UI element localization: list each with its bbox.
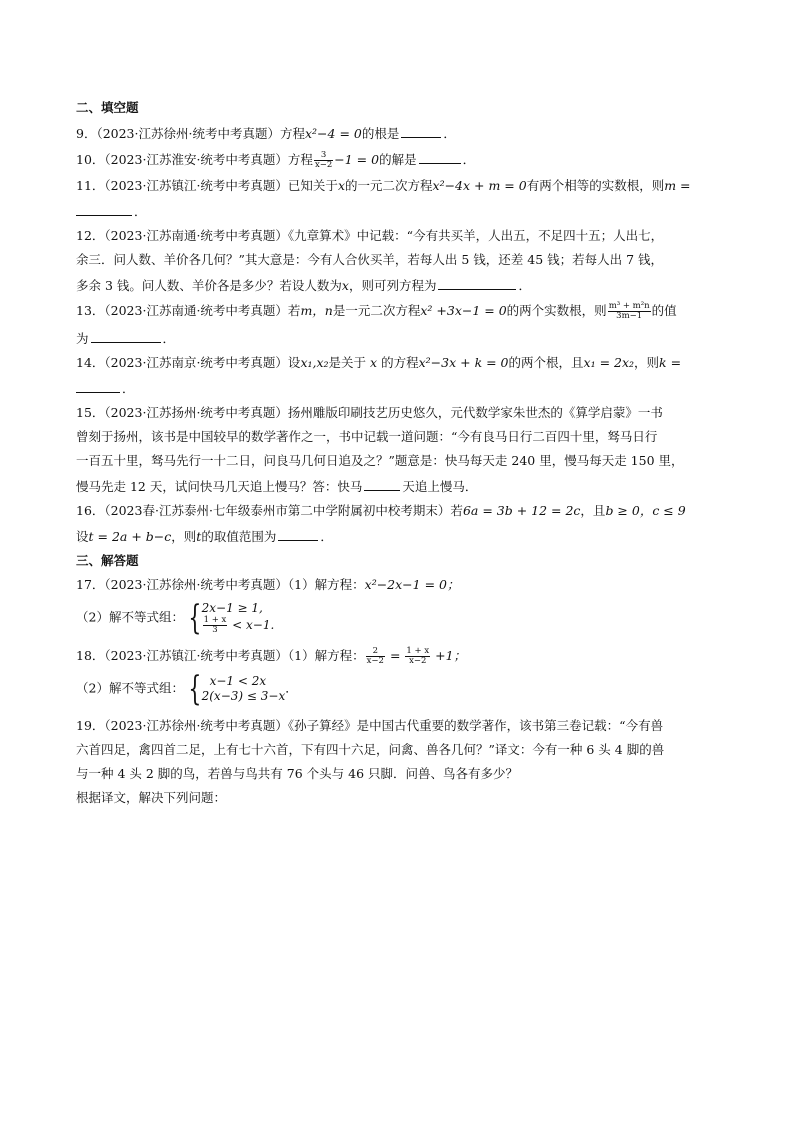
question-text: ． — [285, 680, 298, 696]
question-text: 的解是 — [379, 152, 417, 167]
question-12-line-2: 余三．问人数、羊价各几何？”其大意是：今有人合伙买羊，若每人出 5 钱，还差 45 钱；若每人出 7 钱， — [76, 252, 664, 267]
question-number: 17． — [76, 577, 105, 592]
question-18-part-2 — [76, 669, 718, 709]
question-number: 9． — [76, 126, 97, 141]
denominator: x−2 — [409, 656, 427, 666]
question-source: （2023春·江苏泰州·七年级泰州市第二中学附属初中校考期末） — [104, 503, 451, 518]
question-text: ． — [443, 126, 456, 141]
question-text: ，且 — [580, 503, 606, 518]
numerator: m³ + m²n — [608, 301, 650, 311]
math-expression: k = — [659, 355, 682, 370]
question-number: 18． — [76, 648, 105, 663]
question-number: 10． — [76, 152, 105, 167]
system-row-1 — [202, 601, 275, 616]
question-source: （2023·江苏徐州·统考中考真题） — [104, 577, 288, 592]
question-text: 若 — [287, 303, 301, 318]
question-number: 11． — [76, 178, 105, 193]
question-19 — [76, 718, 718, 734]
question-text: 方程 — [279, 126, 305, 141]
question-text: ． — [162, 331, 176, 346]
question-10 — [76, 150, 718, 170]
variable: x — [341, 278, 349, 293]
brace-glyph: { — [188, 669, 202, 709]
question-source: （2023·江苏淮安·统考中考真题） — [104, 152, 288, 167]
section-title-fill-in: 二、填空题 — [76, 100, 139, 115]
denominator: 3m−1 — [616, 311, 643, 321]
question-source: （2023·江苏徐州·统考中考真题） — [104, 718, 288, 733]
inequality-system — [184, 598, 275, 638]
question-text: 的两个根，且 — [508, 355, 584, 370]
variable: x₁,x₂ — [300, 355, 329, 370]
question-text: 的根是 — [361, 126, 400, 141]
question-text: ． — [134, 204, 147, 219]
question-text: 设 — [76, 529, 89, 544]
question-12 — [76, 228, 718, 244]
answer-blank[interactable] — [438, 276, 516, 290]
question-text: ． — [122, 381, 135, 396]
math-expression: −1 = 0 — [334, 152, 380, 167]
answer-blank[interactable] — [91, 329, 161, 343]
question-15-line-3: 一百五十里，驽马先行一十二日，问良马几何日追及之？”题意是：快马每天走 240 里，慢马每天走 150 里， — [76, 453, 684, 468]
question-17-part-2 — [76, 598, 718, 638]
question-text: 的值 — [651, 303, 677, 318]
fraction — [608, 302, 651, 321]
variable: m，n — [300, 303, 333, 318]
brace-glyph: { — [188, 598, 202, 638]
numerator: 3 — [314, 151, 333, 161]
question-12-line-3 — [76, 276, 718, 294]
question-9 — [76, 124, 718, 142]
question-text: 设 — [287, 355, 301, 370]
question-text: ，则 — [634, 355, 660, 370]
question-15-line-2: 曾刻于扬州，该书是中国较早的数学著作之一，书中记载一道问题：“今有良马日行二百四十里，驽马日行 — [76, 429, 658, 444]
answer-blank[interactable] — [401, 124, 441, 138]
question-text: 已知关于 — [287, 178, 338, 193]
question-16 — [76, 503, 718, 519]
question-text: 若 — [450, 503, 463, 518]
question-14-cont — [76, 379, 718, 397]
math-expression: x²−4x + m = 0 — [432, 178, 527, 193]
question-13-cont — [76, 329, 718, 347]
question-19-line-2: 六首四足，禽四首二足，上有七十六首，下有四十六足，问禽、兽各几何？”译文：今有一种 6 头 4 脚的兽 — [76, 742, 665, 757]
question-text: 《九章算术》中记载：“今有共买羊，人出五，不足四十五；人出七， — [287, 228, 664, 243]
question-text: 有两个相等的实数根，则 — [526, 178, 665, 193]
question-text: 是一元二次方程 — [332, 303, 421, 318]
question-18 — [76, 647, 718, 666]
numerator: 1 + x — [406, 646, 430, 656]
question-14 — [76, 355, 718, 371]
question-15-line-4 — [76, 477, 718, 495]
question-number: 14． — [76, 355, 105, 370]
question-19-line-4: 根据译文，解决下列问题： — [76, 790, 227, 805]
fraction — [366, 647, 385, 666]
system-rows — [202, 674, 286, 704]
answer-blank[interactable] — [364, 477, 400, 491]
system-row-1 — [202, 674, 286, 689]
math-expression: x² +3x−1 = 0 — [420, 303, 507, 318]
variable: x — [337, 178, 345, 193]
question-text: 扬州雕版印刷技艺历史悠久，元代数学家朱世杰的《算学启蒙》一书 — [287, 405, 663, 420]
math-expression: x²−4 = 0 — [304, 126, 362, 141]
question-number: 15． — [76, 405, 105, 420]
math-expression: = — [385, 648, 405, 663]
question-16-cont — [76, 527, 718, 545]
section-title-solve: 三、解答题 — [76, 553, 139, 568]
question-19-line-3: 与一种 4 头 2 脚的鸟，若兽与鸟共有 76 个头与 46 只脚．问兽、鸟各有多少？ — [76, 766, 519, 781]
variable: x — [370, 355, 378, 370]
inequality-system — [184, 669, 286, 709]
question-source: （2023·江苏南通·统考中考真题） — [104, 303, 288, 318]
question-source: （2023·江苏扬州·统考中考真题） — [104, 405, 288, 420]
numerator: 1 + x — [203, 615, 227, 625]
question-text: （2）解不等式组： — [76, 609, 184, 625]
question-number: 16． — [76, 503, 105, 518]
question-source: （2023·江苏徐州·统考中考真题） — [96, 126, 280, 141]
question-text: 慢马先走 12 天，试问快马几天追上慢马？答：快马 — [76, 479, 363, 494]
question-source: （2023·江苏镇江·统考中考真题） — [104, 178, 288, 193]
question-13 — [76, 302, 718, 321]
question-text: 的一元二次方程 — [345, 178, 433, 193]
math-expression: t = 2a + b−c — [88, 529, 172, 544]
math-expression: x−1 < 2x — [209, 674, 267, 688]
fraction — [203, 616, 228, 635]
question-text: ． — [518, 278, 531, 293]
math-expression: 2x−1 ≥ 1, — [201, 601, 263, 615]
math-expression: x₁ = 2x₂ — [583, 355, 635, 370]
math-expression: 6a = 3b + 12 = 2c — [462, 503, 581, 518]
answer-blank[interactable] — [76, 202, 132, 216]
question-11 — [76, 178, 718, 194]
math-expression: x²−2x−1 = 0； — [364, 577, 460, 592]
answer-blank[interactable] — [76, 379, 120, 393]
answer-blank[interactable] — [278, 527, 318, 541]
question-number: 13． — [76, 303, 105, 318]
question-source: （2023·江苏南通·统考中考真题） — [104, 228, 288, 243]
question-source: （2023·江苏镇江·统考中考真题） — [104, 648, 288, 663]
math-expression: x²−3x + k = 0 — [418, 355, 509, 370]
system-rows — [202, 601, 275, 635]
question-15 — [76, 405, 718, 421]
question-text: 《孙子算经》是中国古代重要的数学著作，该书第三卷记载：“今有兽 — [287, 718, 664, 733]
denominator: 3 — [212, 625, 218, 635]
question-text: 多余 3 钱。问人数、羊价各是多少？若设人数为 — [76, 278, 342, 293]
question-text: （1）解方程： — [287, 648, 365, 663]
question-text: 的方程 — [381, 355, 419, 370]
question-text: ，则可列方程为 — [348, 278, 437, 293]
question-text: 的两个实数根，则 — [506, 303, 607, 318]
question-text: ，则 — [171, 529, 197, 544]
fraction — [405, 647, 430, 666]
document-content — [76, 100, 718, 814]
denominator: x−2 — [366, 656, 384, 666]
question-number: 19． — [76, 718, 105, 733]
question-source: （2023·江苏南京·统考中考真题） — [104, 355, 288, 370]
question-text: 方程 — [287, 152, 313, 167]
denominator: x−2 — [314, 160, 333, 170]
question-text: 天追上慢马． — [402, 479, 478, 494]
math-expression: < x−1. — [232, 618, 275, 632]
system-row-2 — [202, 689, 286, 704]
math-expression: m = — [664, 178, 691, 193]
math-expression: +1； — [431, 648, 467, 663]
math-expression: 2(x−3) ≤ 3−x — [201, 689, 286, 703]
question-number: 12． — [76, 228, 105, 243]
question-11-cont — [76, 202, 718, 220]
system-row-2 — [202, 616, 275, 635]
question-text: ． — [462, 152, 476, 167]
question-text: 为 — [76, 331, 89, 346]
question-text: （1）解方程： — [287, 577, 365, 592]
numerator: 2 — [366, 647, 385, 657]
question-text: ． — [320, 529, 333, 544]
question-17 — [76, 577, 718, 593]
variable: t — [196, 529, 202, 544]
question-text: （2）解不等式组： — [76, 680, 184, 696]
question-text: 是关于 — [328, 355, 367, 370]
fraction — [314, 151, 333, 170]
question-text: 的取值范围为 — [201, 529, 277, 544]
answer-blank[interactable] — [419, 150, 461, 164]
math-expression: b ≥ 0，c ≤ 9 — [605, 503, 686, 518]
